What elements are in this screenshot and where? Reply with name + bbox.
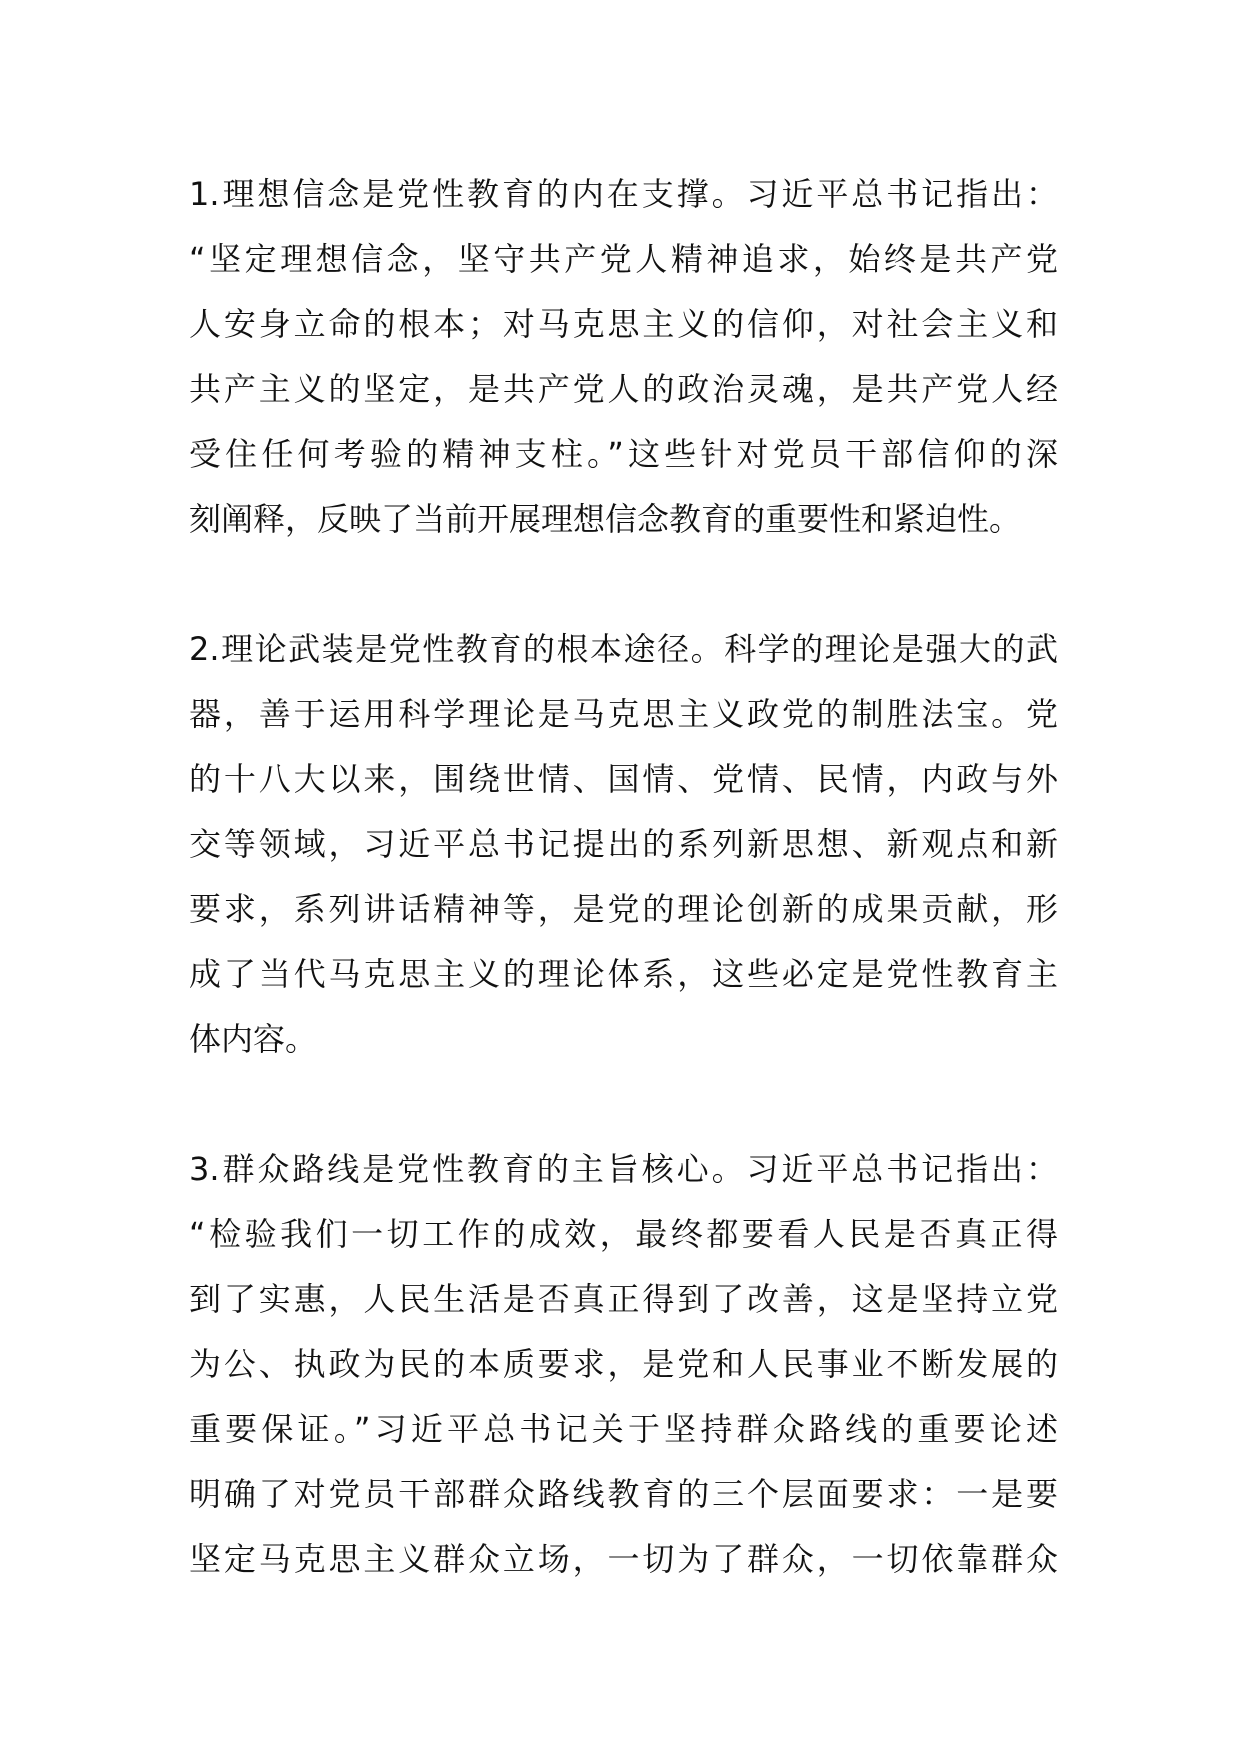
text-line: 交等领域，习近平总书记提出的系列新思想、新观点和新 [189,825,1058,863]
text-line: “坚定理想信念，坚守共产党人精神追求，始终是共产党 [189,240,1058,278]
text-line: 的十八大以来，围绕世情、国情、党情、民情，内政与外 [189,760,1058,798]
text-line: 3.群众路线是党性教育的主旨核心。习近平总书记指出： [189,1150,1058,1188]
text-line: 为公、执政为民的本质要求，是党和人民事业不断发展的 [189,1345,1058,1383]
text-line: 刻阐释，反映了当前开展理想信念教育的重要性和紧迫性。 [189,500,1022,538]
text-line: 人安身立命的根本；对马克思主义的信仰，对社会主义和 [189,305,1058,343]
document-page [189,162,1058,1592]
text-line: “检验我们一切工作的成效，最终都要看人民是否真正得 [189,1215,1058,1253]
text-line: 明确了对党员干部群众路线教育的三个层面要求：一是要 [189,1475,1058,1513]
paragraph-spacer [189,552,1058,617]
text-line: 要求，系列讲话精神等，是党的理论创新的成果贡献，形 [189,890,1058,928]
text-line: 器，善于运用科学理论是马克思主义政党的制胜法宝。党 [189,695,1058,733]
text-line: 1.理想信念是党性教育的内在支撑。习近平总书记指出： [189,175,1058,213]
text-line: 体内容。 [189,1020,318,1058]
text-line: 共产主义的坚定，是共产党人的政治灵魂，是共产党人经 [189,370,1058,408]
text-line: 成了当代马克思主义的理论体系，这些必定是党性教育主 [189,955,1058,993]
text-line: 2.理论武装是党性教育的根本途径。科学的理论是强大的武 [189,630,1058,668]
paragraph-ideals-beliefs [189,162,1058,552]
text-line: 受住任何考验的精神支柱。”这些针对党员干部信仰的深 [189,435,1058,473]
paragraph-mass-line [189,1137,1058,1592]
text-line: 坚定马克思主义群众立场，一切为了群众，一切依靠群众 [189,1540,1058,1578]
paragraph-spacer [189,1072,1058,1137]
paragraph-theory-armament [189,617,1058,1072]
text-line: 重要保证。”习近平总书记关于坚持群众路线的重要论述 [189,1410,1058,1448]
text-line: 到了实惠，人民生活是否真正得到了改善，这是坚持立党 [189,1280,1058,1318]
